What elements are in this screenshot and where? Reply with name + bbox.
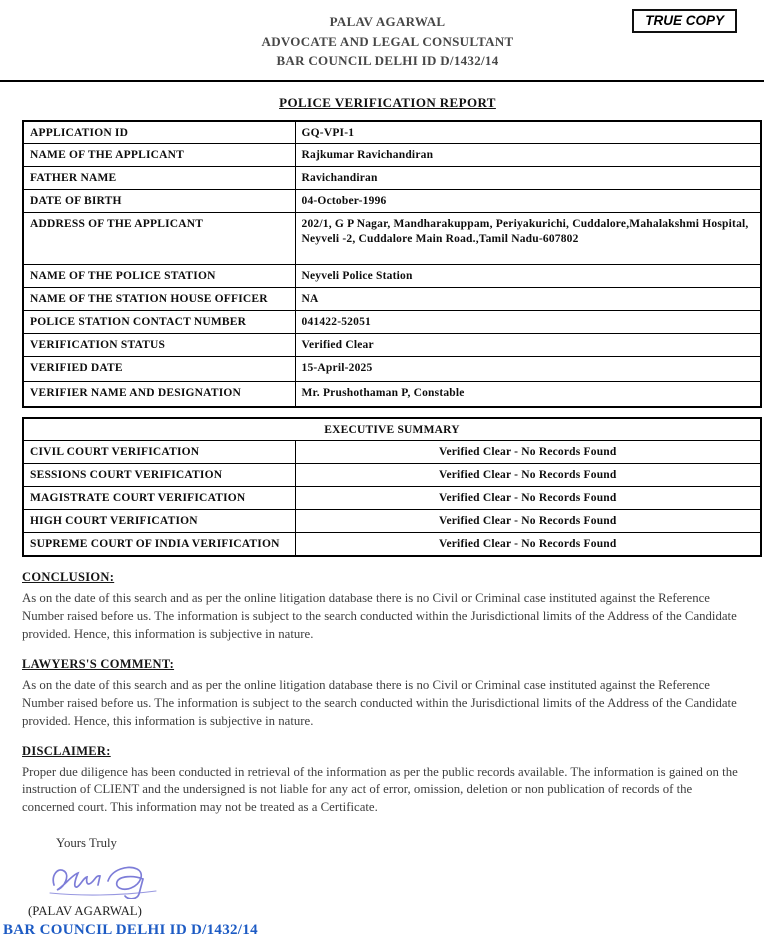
- table-row: [23, 382, 761, 407]
- disclaimer-heading: DISCLAIMER:: [22, 743, 111, 758]
- letterhead-bar-id: BAR COUNCIL DELHI ID D/1432/14: [276, 53, 499, 68]
- table-row: [23, 288, 761, 311]
- verification-label: HIGH COURT VERIFICATION: [23, 510, 295, 533]
- field-value: 04-October-1996: [295, 190, 761, 213]
- table-row: [23, 357, 761, 382]
- executive-summary-title: EXECUTIVE SUMMARY: [23, 418, 761, 441]
- lawyers-comment-body: As on the date of this search and as per the online litigation database there is no Civil or Criminal case instituted against the Reference Number raised before us. The information is subject to the search conducted within the Jurisdictional limits of the Address of the Candidate provided. Hence, this information is subjective in nature.: [22, 677, 737, 728]
- field-label: NAME OF THE STATION HOUSE OFFICER: [23, 288, 295, 311]
- verification-label: SUPREME COURT OF INDIA VERIFICATION: [23, 533, 295, 556]
- field-label: VERIFICATION STATUS: [23, 334, 295, 357]
- letterhead-designation: ADVOCATE AND LEGAL CONSULTANT: [261, 33, 514, 49]
- verification-result: Verified Clear - No Records Found: [295, 510, 761, 533]
- table-row: [23, 311, 761, 334]
- field-value: NA: [295, 288, 761, 311]
- executive-summary-section: [0, 417, 775, 558]
- verification-label: MAGISTRATE COURT VERIFICATION: [23, 487, 295, 510]
- header-divider: [0, 80, 764, 82]
- verification-result: Verified Clear - No Records Found: [295, 487, 761, 510]
- table-row: [23, 334, 761, 357]
- field-value: Mr. Prushothaman P, Constable: [295, 382, 761, 407]
- field-value: Neyveli Police Station: [295, 265, 761, 288]
- field-value: GQ-VPI-1: [295, 121, 761, 144]
- field-label: APPLICATION ID: [23, 121, 295, 144]
- field-label: VERIFIED DATE: [23, 357, 295, 382]
- table-row: [23, 144, 761, 167]
- conclusion-body: As on the date of this search and as per the online litigation database there is no Civil or Criminal case instituted against the Reference Number raised before us. The information is subject to the search conducted within the Jurisdictional limits of the Address of the Candidate provided. Hence, this information is subjective in nature.: [22, 591, 737, 641]
- table-row: [23, 418, 761, 441]
- field-value: 15-April-2025: [295, 357, 761, 382]
- applicant-details-table: [22, 120, 762, 408]
- field-value: 041422-52051: [295, 311, 761, 334]
- report-title-text: POLICE VERIFICATION REPORT: [279, 94, 496, 110]
- signer-name: (PALAV AGARWAL): [28, 904, 142, 919]
- table-row: [23, 441, 761, 464]
- field-label: NAME OF THE POLICE STATION: [23, 265, 295, 288]
- table-row: [23, 121, 761, 144]
- verification-result: Verified Clear - No Records Found: [295, 533, 761, 556]
- field-value: Verified Clear: [295, 334, 761, 357]
- field-label: ADDRESS OF THE APPLICANT: [23, 213, 295, 265]
- field-value: Ravichandiran: [295, 167, 761, 190]
- table-row: [23, 190, 761, 213]
- field-label: VERIFIER NAME AND DESIGNATION: [23, 382, 295, 407]
- letterhead-name: PALAV AGARWAL: [329, 14, 446, 29]
- table-row: [23, 213, 761, 265]
- disclaimer-body: Proper due diligence has been conducted in retrieval of the information as per the public records available. The information is gained on the instruction of CLIENT and the undersigned is not liable for any act of error, omission, deletion or non publication of records of the concerned court. This information may not be treated as a Certificate.: [22, 764, 738, 815]
- table-row: [23, 510, 761, 533]
- yours-truly: Yours Truly: [56, 836, 117, 851]
- verification-result: Verified Clear - No Records Found: [295, 441, 761, 464]
- table-row: [23, 533, 761, 556]
- table-row: [23, 167, 761, 190]
- conclusion-heading: CONCLUSION:: [22, 570, 115, 585]
- signature-handwritten: [44, 855, 775, 904]
- verification-result: Verified Clear - No Records Found: [295, 464, 761, 487]
- verification-label: CIVIL COURT VERIFICATION: [23, 441, 295, 464]
- table-row: [23, 487, 761, 510]
- report-title: [0, 95, 775, 111]
- text-sections: [22, 570, 744, 817]
- field-value: 202/1, G P Nagar, Mandharakuppam, Periyakurichi, Cuddalore,Mahalakshmi Hospital, Neyveli -2, Cuddalore Main Road.,Tamil Nadu-607802: [295, 213, 761, 265]
- executive-summary-table: [22, 417, 762, 558]
- field-value: Rajkumar Ravichandiran: [295, 144, 761, 167]
- verification-label: SESSIONS COURT VERIFICATION: [23, 464, 295, 487]
- field-label: DATE OF BIRTH: [23, 190, 295, 213]
- bar-council-id: BAR COUNCIL DELHI ID D/1432/14: [3, 922, 258, 939]
- field-label: POLICE STATION CONTACT NUMBER: [23, 311, 295, 334]
- table-row: [23, 265, 761, 288]
- true-copy-stamp: TRUE COPY: [632, 9, 737, 33]
- lawyers-comment-heading: LAWYERS'S COMMENT:: [22, 656, 175, 671]
- field-label: FATHER NAME: [23, 167, 295, 190]
- table-row: [23, 464, 761, 487]
- field-label: NAME OF THE APPLICANT: [23, 144, 295, 167]
